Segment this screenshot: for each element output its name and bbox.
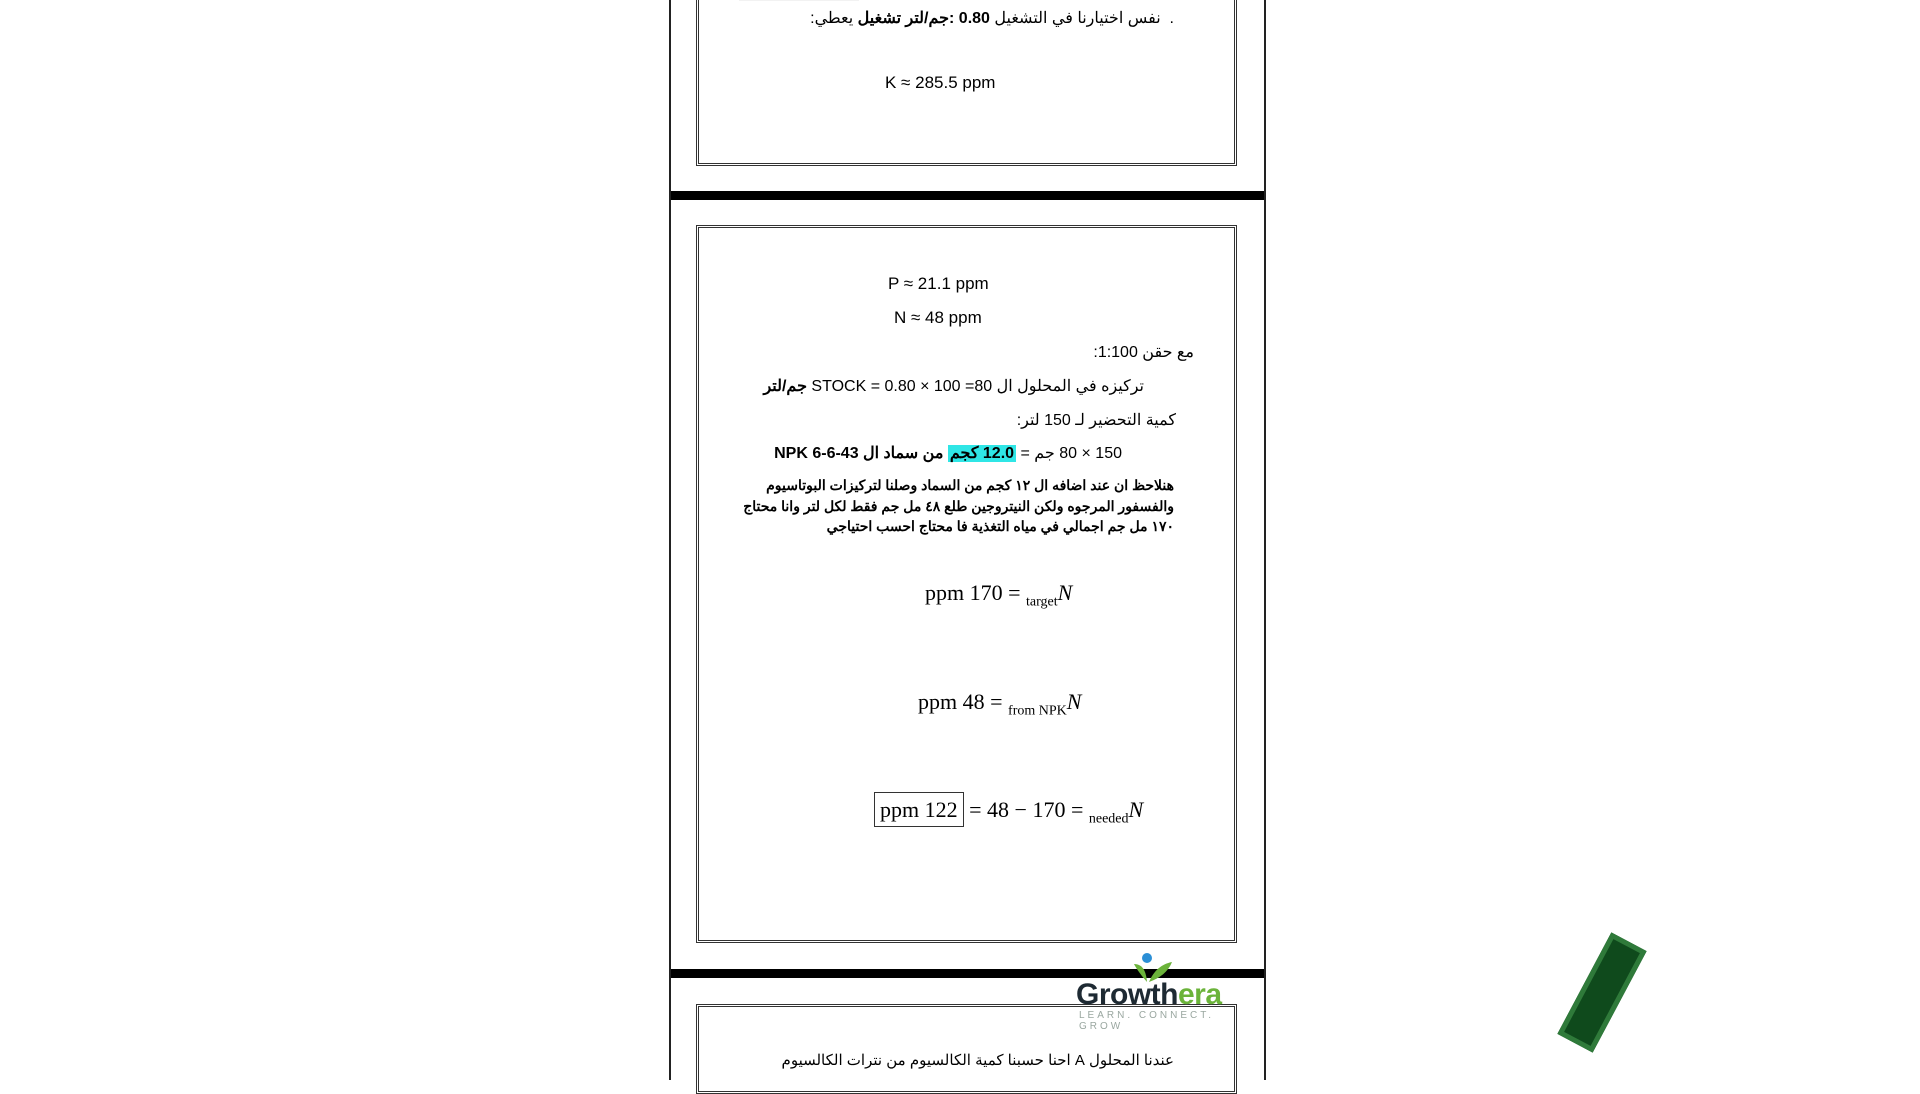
document-page <box>669 0 1266 1080</box>
k-value: K ≈ 285.5 ppm <box>885 73 996 92</box>
page-frame-top <box>696 0 1237 166</box>
growthera-logo <box>1076 952 1236 1032</box>
fertilizer-calc: 150 × 80 جم = 12.0 كجم من سماد ال NPK 6-6-43 <box>774 445 1122 462</box>
note-line-2: والفسفور المرجوه ولكن النيتروجين طلع ٤٨ مل جم فقط لكل لتر وانا محتاج <box>743 498 1174 514</box>
faint-watermark <box>739 0 859 1</box>
note-line-3: ١٧٠ مل جم اجمالي في مياه التغذية فا محتاج احسب احتياجي <box>826 518 1174 534</box>
equation-n-needed: ppm 122 = 48 − 170 = $_{needed}$N <box>874 797 1143 827</box>
injection-ratio: مع حقن 1:100: <box>1093 344 1194 361</box>
prep-amount: كمية التحضير لـ 150 لتر: <box>1016 412 1176 429</box>
equation-n-target: ppm 170 = $_{target}$N <box>925 580 1073 610</box>
result-highlight: 12.0 كجم <box>949 445 1015 462</box>
note-line-1: هنلاحظ ان عند اضافه ال ١٢ كجم من السماد وصلنا لتركيزات البوتاسيوم <box>766 477 1174 493</box>
solution-a-text: عندنا المحلول A احنا حسبنا كمية الكالسيوم من نترات الكالسيوم <box>781 1052 1174 1069</box>
logo-tagline: LEARN. CONNECT. GROW <box>1079 1010 1215 1032</box>
stock-concentration: تركيزه في المحلول ال STOCK = 0.80 × 100 =80 جم/لتر <box>763 378 1144 395</box>
n-value: N ≈ 48 ppm <box>894 308 982 327</box>
page-frame-main <box>696 225 1237 943</box>
equation-n-from-npk: ppm 48 = $_{from NPK}$N <box>918 689 1082 719</box>
bullet: . <box>1160 10 1174 27</box>
p-value: P ≈ 21.1 ppm <box>888 274 989 293</box>
operating-line: . نفس اختيارنا في التشغيل 0.80 :جم/لتر تشغيل يعطي: <box>810 10 1174 27</box>
page-separator <box>671 191 1264 200</box>
boxed-result: ppm 122 <box>874 792 964 827</box>
green-marker <box>1557 932 1646 1052</box>
logo-wordmark: Growthera <box>1076 978 1222 1011</box>
